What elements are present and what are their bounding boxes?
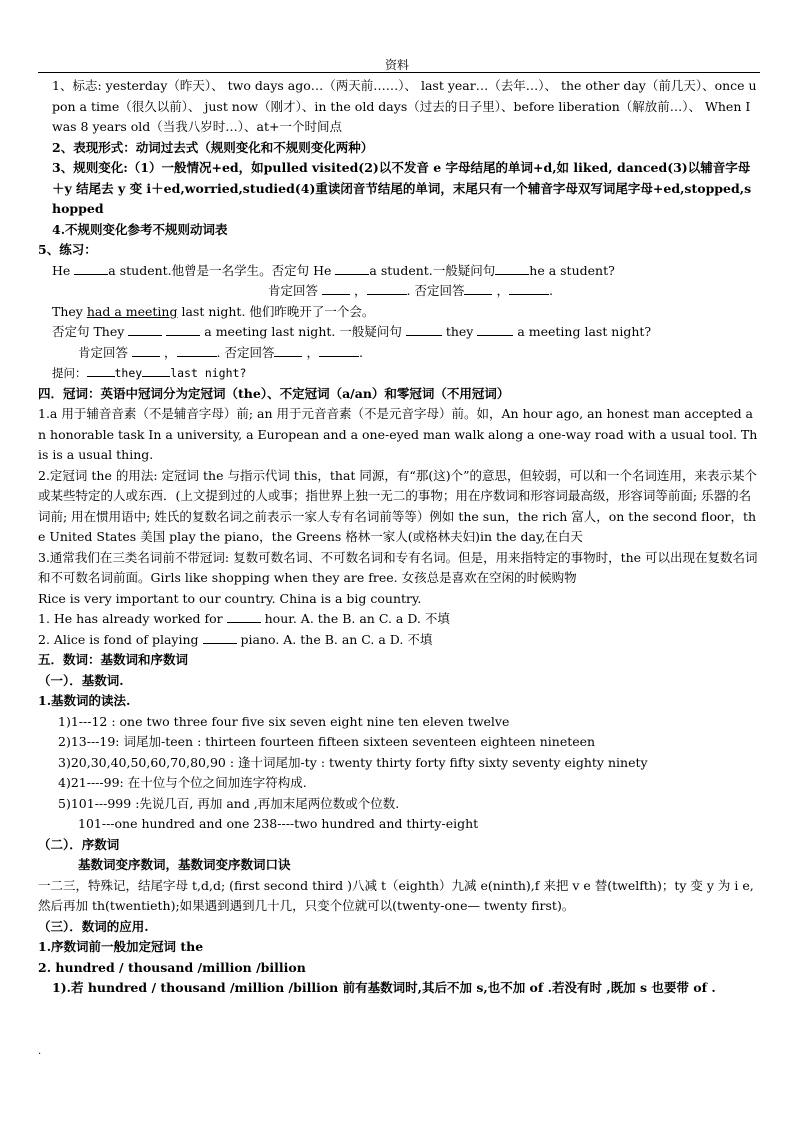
section-articles-heading: 四．冠词：英语中冠词分为定冠词（the）、不定冠词（a/an）和零冠词（不用冠词） [38, 385, 510, 401]
answer-blank[interactable] [166, 323, 200, 336]
page-header-title: 资料 [384, 58, 409, 72]
subheading-usage: （三）．数词的应用. [38, 918, 149, 934]
answer-blank[interactable] [367, 282, 407, 295]
answer-blank[interactable] [322, 282, 350, 295]
answer-blank[interactable] [477, 323, 513, 336]
header-rule [38, 72, 760, 73]
para-markers: 1、标志: yesterday（昨天）、 two days ago…（两天前……）、 last year…（去年…）、 the other day（前几天）、once upon a time（很久以前）、 just now（刚才）、in the old days（过去的日子里）、before liberation（解放前…）、 When I was 8 years old（当我八岁时…）、at+一个时间点 [52, 78, 757, 134]
answer-blank[interactable] [132, 344, 160, 357]
exercise-line-1: He a student.他曾是一名学生。否定句 He a student.一般疑问句 he a student? [52, 262, 615, 278]
usage-rule-2-1: 1).若 hundred / thousand /million /billion 前有基数词时,其后不加 s,也不加 of .若没有时 ,既加 s 也要带 of . [52, 980, 716, 995]
answer-blank[interactable] [509, 282, 549, 295]
para-regular-changes: 3、规则变化:（1）一般情况+ed，如pulled visited(2)以不发音 e 字母结尾的单词+d,如 liked, danced(3)以辅音字母＋y 结尾去 y 变 i＋ed,worried,studied(4)重读闭音节结尾的单词，末尾只有一个辅音字母双写词尾字母+ed,stopped,shopped [52, 160, 752, 216]
answer-blank[interactable] [495, 262, 529, 275]
cardinal-rule-1: 1)1---12 : one two three four five six seven eight nine ten eleven twelve [58, 713, 510, 729]
exercise-line-6: 提问： they last night? [52, 366, 247, 380]
cardinal-rule-2: 2)13---19: 词尾加-teen : thirteen fourteen fifteen sixteen seventeen eighteen nineteen [58, 734, 596, 749]
answer-blank[interactable] [177, 344, 217, 357]
answer-blank[interactable] [319, 344, 359, 357]
document-body [38, 76, 758, 999]
para-forms: 2、表现形式：动词过去式（规则变化和不规则变化两种） [52, 139, 374, 155]
cardinal-rule-3: 3)20,30,40,50,60,70,80,90 : 逢十词尾加-ty : twenty thirty forty fifty sixty seventy eighty ninety [58, 754, 648, 770]
subheading-cardinal-reading: 1.基数词的读法. [38, 693, 131, 708]
para-article-the: 2.定冠词 the 的用法: 定冠词 the 与指示代词 this，that 同源，有“那(这)个”的意思，但较弱，可以和一个名词连用，来表示某个或某些特定的人或东西．(上文提到过的人或事；指世界上独一无二的事物；用在序数词和形容词最高级，形容词等前面; 乐器的名词前; 用在惯用语中; 姓氏的复数名词之前表示一家人专有名词前等等）例如 the sun，the rich 富人，on the second floor，the United States 美国 play the piano，the Greens 格林一家人(或格林夫妇)in the day,在白天 [38, 467, 757, 544]
section-numerals-heading: 五．数词：基数词和序数词 [38, 652, 189, 667]
para-zero-article: 3.通常我们在三类名词前不带冠词: 复数可数名词、不可数名词和专有名词。但是，用来指特定的事物时，the 可以出现在复数名词和不可数名词前面。Girls like shopping when they are free. 女孩总是喜欢在空闲的时候购物 [38, 549, 758, 585]
cardinal-rule-4: 4)21----99: 在十位与个位之间加连字符构成. [58, 775, 307, 790]
exercise-line-5: 肯定回答 ， . 否定回答 ， . [78, 344, 363, 360]
answer-blank[interactable] [406, 323, 442, 336]
ordinal-mnemonic: 一二三，特殊记，结尾字母 t,d,d; (first second third )八减 t（eighth）九减 e(ninth),f 来把 v e 替(twelfth)；ty 变 y 为 i e,然后再加 th(twentieth);如果遇到遇到几十几，只变个位就可以(twenty-one— twenty first)。 [38, 877, 754, 913]
cardinal-example: 101---one hundred and one 238----two hundred and thirty-eight [78, 816, 479, 831]
exercise-line-2: 肯定回答 ， . 否定回答 ， . [268, 283, 553, 298]
exercise-line-4: 否定句 They a meeting last night. 一般疑问句 they a meeting last night? [52, 324, 652, 339]
answer-blank[interactable] [274, 344, 302, 357]
subheading-cardinal: （一）．基数词. [38, 672, 124, 688]
para-article-a-an: 1.a 用于辅音音素（不是辅音字母）前; an 用于元音音素（不是元音字母）前。如，An hour ago, an honest man accepted an honorable task In a university, a European and a one-eyed man walk along a one-way road with a usual tool. This is a usual thing. [38, 406, 758, 462]
question-1: 1. He has already worked for hour. A. the B. an C. a D. 不填 [38, 611, 450, 626]
ordinal-mnemonic-title: 基数词变序数词，基数词变序数词口诀 [78, 857, 291, 872]
para-irregular: 4.不规则变化参考不规则动词表 [52, 221, 228, 237]
footer-dot: . [38, 1046, 42, 1057]
question-2: 2. Alice is fond of playing piano. A. the B. an C. a D. 不填 [38, 631, 433, 647]
usage-rule-2: 2. hundred / thousand /million /billion [38, 959, 306, 975]
usage-rule-1: 1.序数词前一般加定冠词 the [38, 939, 204, 954]
subheading-ordinal: （二）．序数词 [38, 836, 120, 852]
answer-blank[interactable] [203, 631, 237, 644]
cardinal-rule-5: 5)101---999 :先说几百, 再加 and ,再加末尾两位数或个位数. [58, 795, 400, 811]
para-exercise-heading: 5、练习： [38, 242, 97, 257]
answer-blank[interactable] [335, 262, 369, 275]
answer-blank[interactable] [74, 262, 108, 275]
answer-blank[interactable] [87, 364, 115, 377]
answer-blank[interactable] [128, 323, 162, 336]
answer-blank[interactable] [142, 364, 170, 377]
exercise-line-3: They had a meeting last night. 他们昨晚开了一个会。 [52, 303, 375, 319]
answer-blank[interactable] [227, 610, 261, 623]
para-zero-article-example: Rice is very important to our country. China is a big country. [38, 590, 422, 606]
answer-blank[interactable] [464, 282, 492, 295]
